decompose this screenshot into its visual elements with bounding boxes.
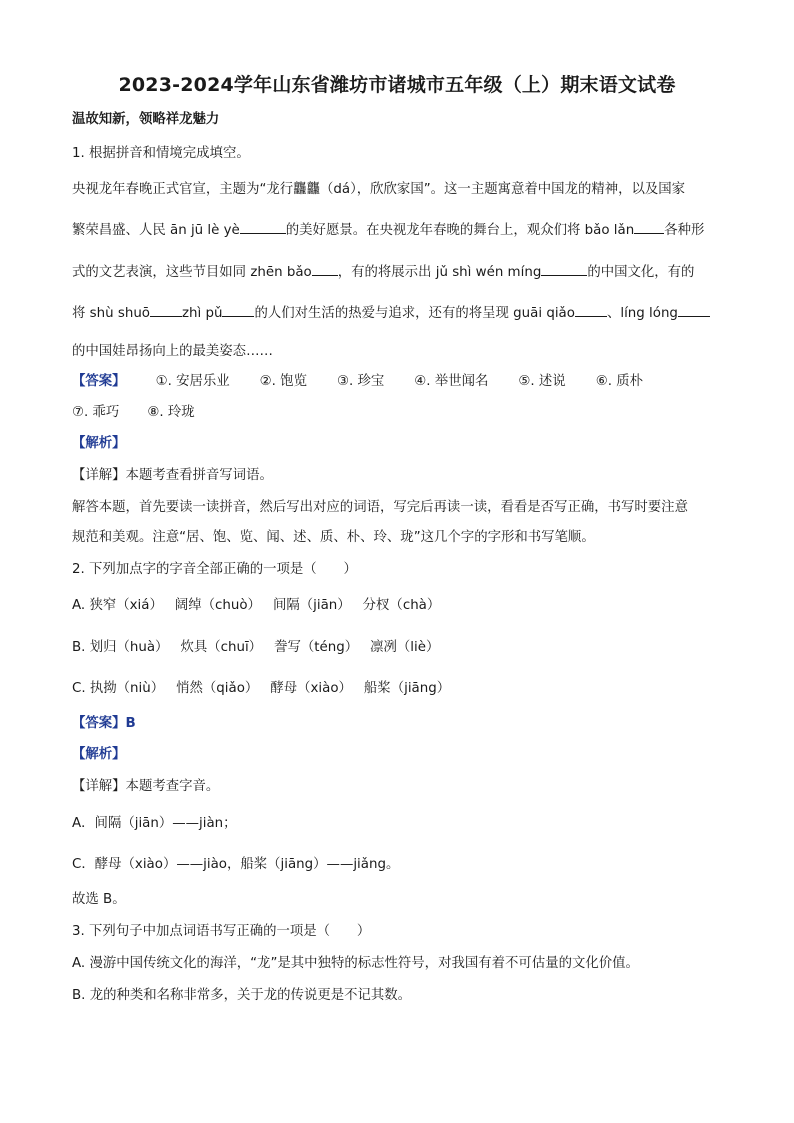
q1-answer-row-1 xyxy=(72,370,724,389)
q2-conclusion: 故选 B。 xyxy=(72,892,126,907)
option-term: 船桨（jiāng） xyxy=(363,681,451,696)
answer-tag: 【答案】 xyxy=(72,374,126,389)
option-term: 炊具（chuī） xyxy=(180,640,263,655)
q1-passage-text: 式的文艺表演，这些节目如同 zhēn bǎo xyxy=(72,265,312,280)
answer-text: 【答案】B xyxy=(72,716,136,731)
option-term: 间隔（jiān） xyxy=(272,598,351,613)
answer-item: ④. 举世闻名 xyxy=(414,374,489,389)
q1-passage-text: 繁荣昌盛、人民 ān jū lè yè xyxy=(72,223,240,238)
q2-note-a: A．间隔（jiān）——jiàn； xyxy=(72,816,237,831)
blank-ling-long[interactable] xyxy=(678,304,710,317)
section-heading: 温故知新，领略祥龙魅力 xyxy=(72,112,220,127)
q2-detail: 【详解】本题考查字音。 xyxy=(72,779,220,794)
blank-zhen-bao[interactable] xyxy=(312,263,338,276)
option-term: C. 执拗（niù） xyxy=(72,681,165,696)
q1-passage-text: 、líng lóng xyxy=(606,306,678,321)
q2-answer xyxy=(72,712,724,731)
q2-option-a[interactable] xyxy=(72,594,724,613)
q1-passage-line-3 xyxy=(72,261,724,280)
q2-analysis-tag: 【解析】 xyxy=(72,747,126,762)
blank-bao-lan[interactable] xyxy=(634,221,664,234)
blank-zhi-pu[interactable] xyxy=(222,304,254,317)
answer-item: ⑥. 质朴 xyxy=(595,374,643,389)
option-term: 悄然（qiǎo） xyxy=(176,681,259,696)
blank-an-ju-le-ye[interactable] xyxy=(240,221,286,234)
answer-item: ⑤. 述说 xyxy=(518,374,566,389)
q1-passage-line-4 xyxy=(72,302,724,321)
q1-passage-text: 各种形 xyxy=(664,223,705,238)
page-title: 2023-2024学年山东省潍坊市诸城市五年级（上）期末语文试卷 xyxy=(118,74,676,96)
blank-ju-shi-wen-ming[interactable] xyxy=(541,263,587,276)
q2-option-c[interactable] xyxy=(72,677,724,696)
q1-passage-text: 的人们对生活的热爱与追求，还有的将呈现 guāi qiǎo xyxy=(254,306,575,321)
q1-passage-text: 的中国文化，有的 xyxy=(587,265,695,280)
option-term: 阔绰（chuò） xyxy=(174,598,261,613)
q2-note-c: C．酵母（xiào）——jiào，船桨（jiāng）——jiǎng。 xyxy=(72,857,400,872)
q1-passage-line-5: 的中国娃昂扬向上的最美姿态…… xyxy=(72,344,273,359)
option-term: 誊写（téng） xyxy=(274,640,359,655)
q1-stem: 1. 根据拼音和情境完成填空。 xyxy=(72,146,250,161)
option-term: 酵母（xiào） xyxy=(270,681,352,696)
q1-passage-text: 将 shù shuō xyxy=(72,306,150,321)
q1-passage-text: ，有的将展示出 jǔ shì wén míng xyxy=(337,265,542,280)
answer-item: ⑦. 乖巧 xyxy=(72,405,120,420)
option-term: B. 划归（huà） xyxy=(72,640,169,655)
q1-passage-text: zhì pǔ xyxy=(182,306,223,321)
q1-analysis-tag: 【解析】 xyxy=(72,436,126,451)
answer-item: ⑧. 玲珑 xyxy=(147,405,195,420)
q3-option-b[interactable]: B. 龙的种类和名称非常多，关于龙的传说更是不记其数。 xyxy=(72,988,412,1003)
q1-detail: 【详解】本题考查看拼音写词语。 xyxy=(72,468,273,483)
q3-option-a[interactable]: A. 漫游中国传统文化的海洋，“龙”是其中独特的标志性符号，对我国有着不可估量的文化价值。 xyxy=(72,956,639,971)
q1-passage-line-2 xyxy=(72,219,724,238)
q1-passage-line-1 xyxy=(72,178,724,197)
q1-passage-text: 央视龙年春晚正式官宣，主题为“龙行龘龘（dá），欣欣家国”。这一主题寓意着中国龙的精神，以及国家 xyxy=(72,182,686,197)
blank-shu-shuo[interactable] xyxy=(150,304,182,317)
blank-guai-qiao[interactable] xyxy=(575,304,607,317)
q1-answer-row-2 xyxy=(72,401,724,420)
q2-stem: 2. 下列加点字的字音全部正确的一项是（ ） xyxy=(72,562,357,577)
q1-passage-text: 的美好愿景。在央视龙年春晚的舞台上，观众们将 bǎo lǎn xyxy=(285,223,635,238)
q1-explanation-2: 规范和美观。注意“居、饱、览、闻、述、质、朴、玲、珑”这几个字的字形和书写笔顺。 xyxy=(72,530,595,545)
answer-item: ②. 饱览 xyxy=(259,374,307,389)
answer-item: ①. 安居乐业 xyxy=(155,374,230,389)
q3-stem: 3. 下列句子中加点词语书写正确的一项是（ ） xyxy=(72,924,371,939)
option-term: A. 狭窄（xiá） xyxy=(72,598,163,613)
option-term: 凛冽（liè） xyxy=(370,640,440,655)
option-term: 分杈（chà） xyxy=(362,598,441,613)
answer-item: ③. 珍宝 xyxy=(336,374,385,389)
q1-explanation-1: 解答本题，首先要读一读拼音，然后写出对应的词语，写完后再读一读，看看是否写正确，书写时要注意 xyxy=(72,500,688,515)
q2-option-b[interactable] xyxy=(72,636,724,655)
